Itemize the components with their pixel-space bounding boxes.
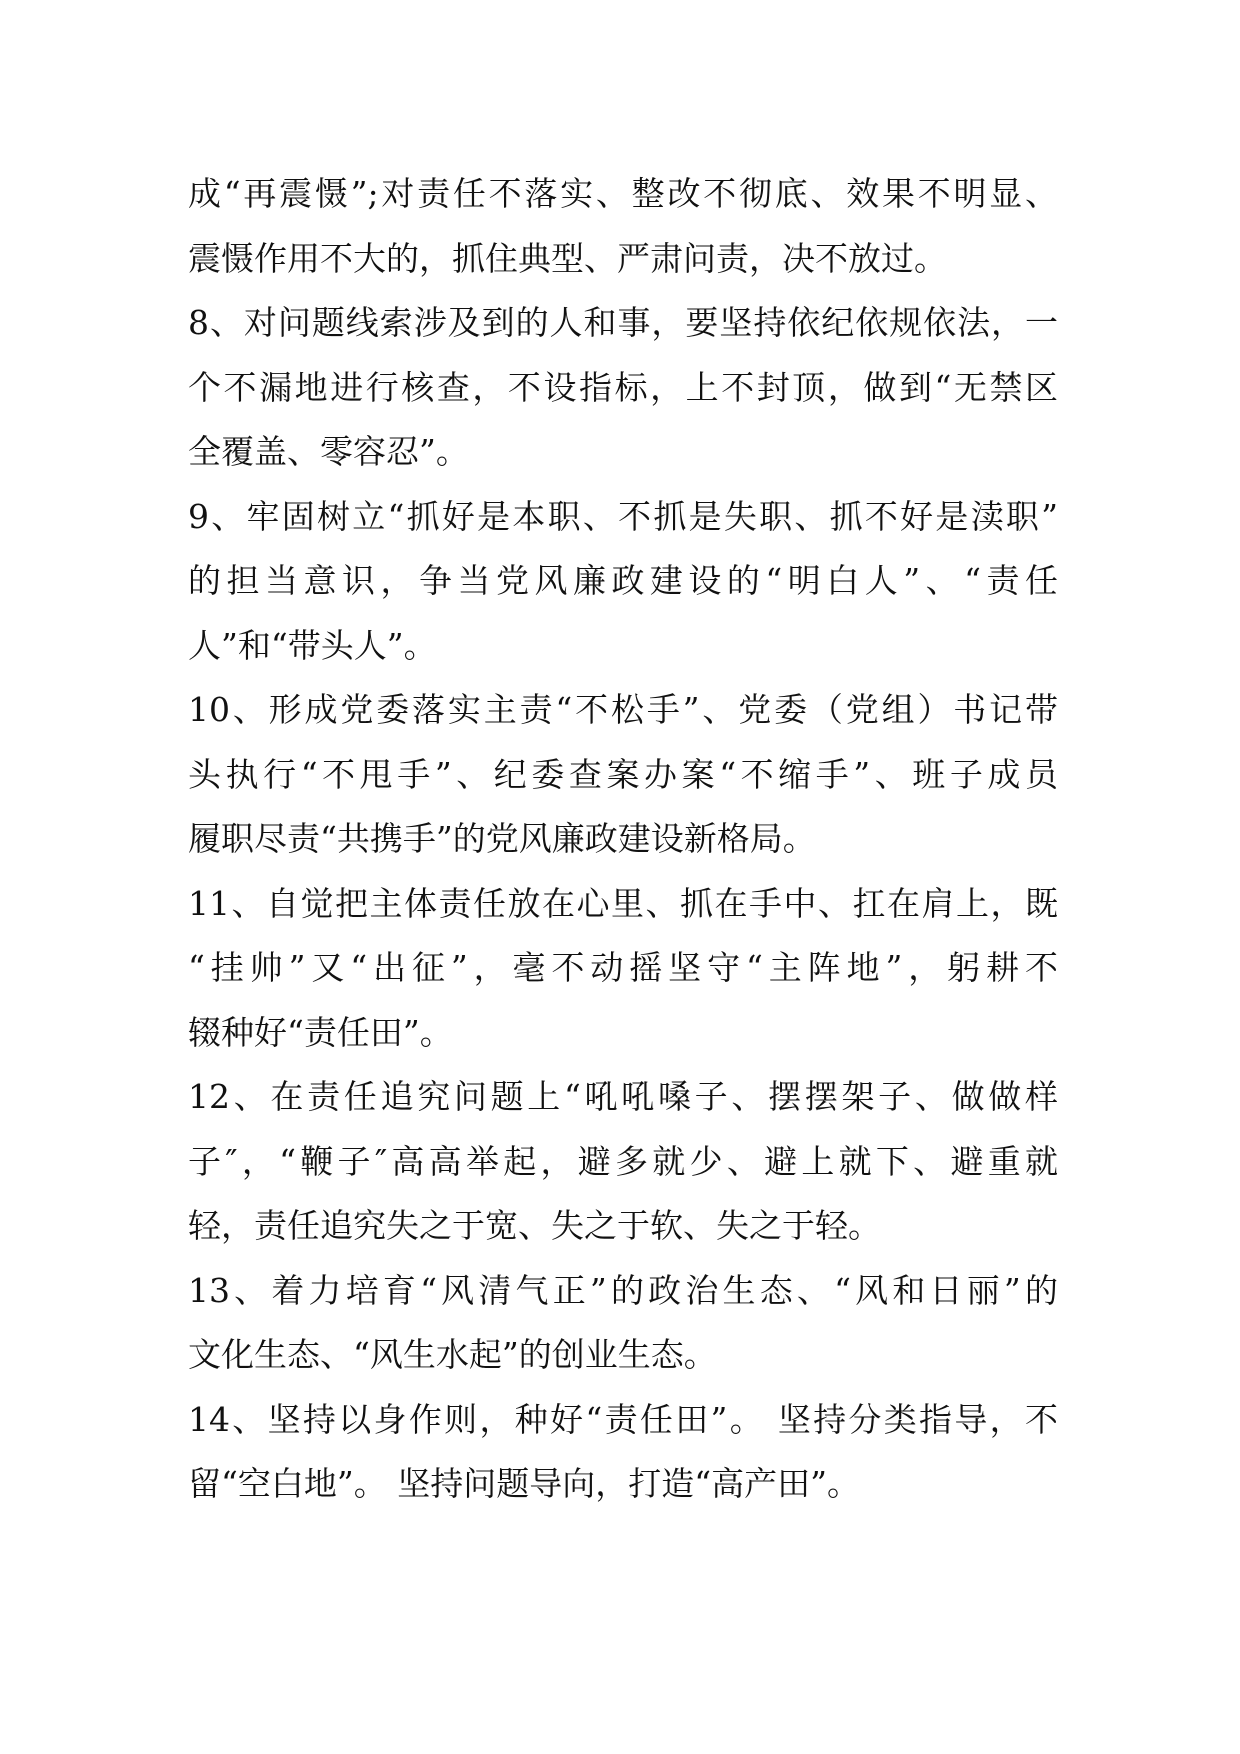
text-line: 8、对问题线索涉及到的人和事，要坚持依纪依规依法，一	[188, 303, 1058, 342]
text-line: 子″，“鞭子″高高举起，避多就少、避上就下、避重就	[188, 1141, 1058, 1181]
text-line: 辍种好“责任田”。	[188, 1012, 453, 1052]
text-line: 的担当意识，争当党风廉政建设的“明白人”、“责任	[188, 561, 1058, 600]
text-line: 全覆盖、零容忍”。	[188, 432, 469, 471]
text-line: 个不漏地进行核查，不设指标，上不封顶，做到“无禁区	[188, 367, 1058, 407]
text-line: 成“再震慑”;对责任不落实、整改不彻底、效果不明显、	[188, 174, 1058, 213]
text-line: 10、形成党委落实主责“不松手”、党委（党组）书记带	[188, 690, 1058, 729]
text-line: 12、在责任追究问题上“吼吼嗓子、摆摆架子、做做样	[188, 1077, 1058, 1116]
text-line: 人”和“带头人”。	[188, 625, 437, 665]
text-line: 14、坚持以身作则，种好“责任田”。 坚持分类指导，不	[188, 1399, 1058, 1439]
text-line: “挂帅”又“出征”，毫不动摇坚守“主阵地”，躬耕不	[188, 948, 1058, 987]
text-line: 9、牢固树立“抓好是本职、不抓是失职、抓不好是渎职”	[188, 496, 1058, 536]
text-line: 轻，责任追究失之于宽、失之于软、失之于轻。	[188, 1206, 881, 1245]
text-line: 13、着力培育“风清气正”的政治生态、“风和日丽”的	[188, 1270, 1058, 1310]
text-line: 留“空白地”。 坚持问题导向，打造“高产田”。	[188, 1464, 860, 1503]
text-line: 文化生态、“风生水起”的创业生态。	[188, 1335, 717, 1374]
document-body	[188, 162, 1058, 1517]
text-line: 震慑作用不大的，抓住典型、严肃问责，决不放过。	[188, 238, 947, 278]
text-line: 头执行“不甩手”、纪委查案办案“不缩手”、班子成员	[188, 754, 1058, 794]
text-line: 履职尽责“共携手”的党风廉政建设新格局。	[188, 819, 816, 858]
text-line: 11、自觉把主体责任放在心里、抓在手中、扛在肩上，既	[188, 883, 1058, 923]
